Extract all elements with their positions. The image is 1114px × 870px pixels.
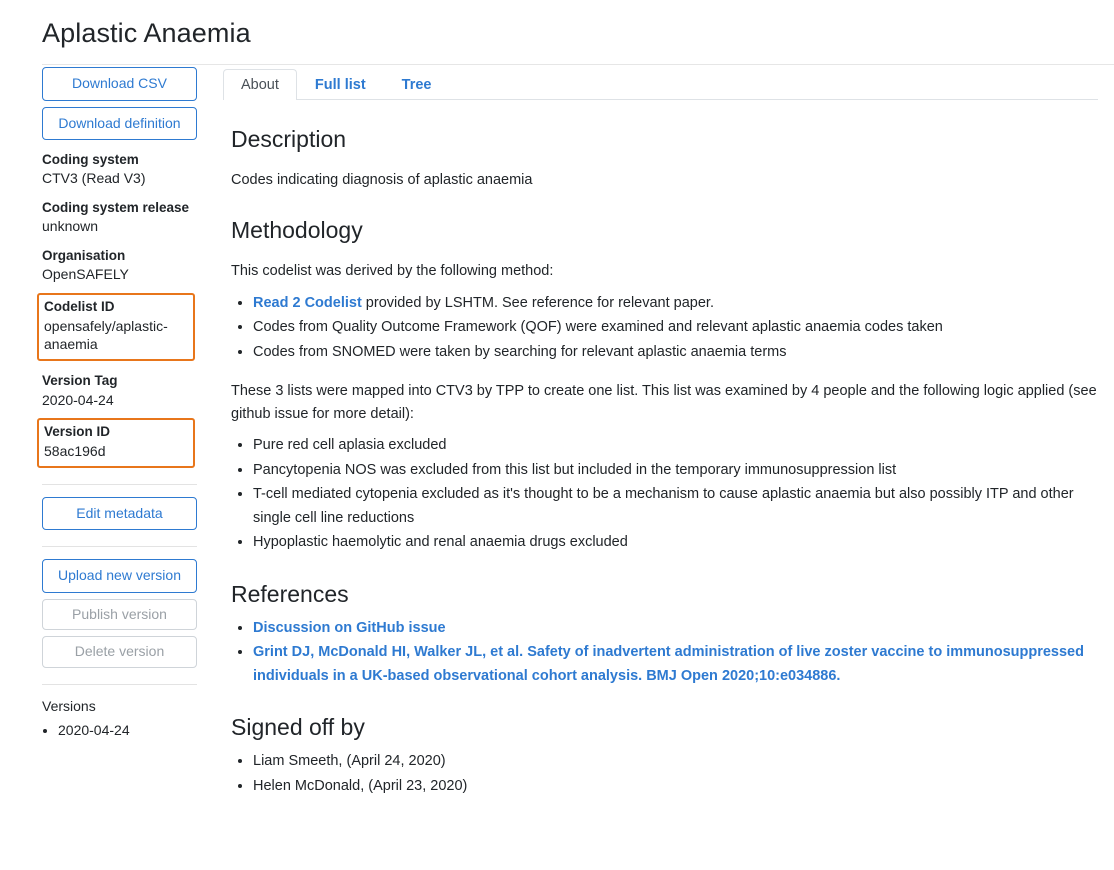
list-item-text: provided by LSHTM. See reference for relevant paper. — [361, 294, 714, 311]
methodology-bullets-2 — [231, 434, 1098, 554]
references-list — [231, 617, 1098, 688]
list-item — [253, 617, 1098, 640]
list-item: • Pure red cell aplasia excluded — [253, 434, 1098, 457]
delete-version-button[interactable]: Delete version — [42, 636, 197, 668]
metadata-coding-system — [42, 151, 197, 188]
references-heading: References — [231, 580, 349, 607]
bmj-open-paper-link[interactable]: Grint DJ, McDonald HI, Walker JL, et al. Safety of inadvertent administration of live zoster vaccine to immunosuppressed individuals in a UK-based observational cohort analysis. BMJ Open 2020;10:e034886. — [253, 644, 1084, 684]
signed-off-list — [231, 750, 1098, 798]
methodology-paragraph-2: These 3 lists were mapped into CTV3 by TPP to create one list. This list was examined by 4 people and the following logic applied (see github issue for more detail): — [231, 383, 1097, 422]
list-item: • Liam Smeeth, (April 24, 2020) — [253, 750, 1098, 773]
metadata-label: Organisation — [42, 248, 126, 264]
metadata-value: opensafely/aplastic-anaemia — [44, 317, 168, 353]
list-item: • Pancytopenia NOS was excluded from this list but included in the temporary immunosuppression list — [253, 459, 1098, 482]
metadata-codelist-id-highlight — [37, 293, 195, 361]
metadata-value: OpenSAFELY — [42, 266, 129, 283]
sidebar — [42, 67, 197, 742]
list-item — [253, 292, 1098, 315]
metadata-coding-system-release — [42, 199, 197, 236]
title-divider — [42, 64, 1114, 65]
page-layout — [0, 49, 1114, 799]
tab-full-list[interactable]: Full list — [314, 77, 366, 93]
list-item: • Helen McDonald, (April 23, 2020) — [253, 775, 1098, 798]
main-content — [223, 67, 1114, 799]
list-item: • Codes from Quality Outcome Framework (QOF) were examined and relevant aplastic anaemia codes taken — [253, 316, 1098, 339]
tab-panel-about — [223, 126, 1098, 798]
publish-version-button[interactable]: Publish version — [42, 599, 197, 631]
upload-new-version-button[interactable]: Upload new version — [42, 559, 197, 593]
methodology-heading: Methodology — [231, 217, 363, 244]
methodology-intro: This codelist was derived by the following method: — [231, 263, 554, 280]
signed-off-heading: Signed off by — [231, 714, 365, 741]
versions-heading: Versions — [42, 697, 96, 714]
sidebar-divider-3 — [42, 684, 197, 685]
metadata-value: CTV3 (Read V3) — [42, 170, 146, 187]
metadata-value: 2020-04-24 — [42, 391, 114, 408]
tab-tree[interactable]: Tree — [401, 77, 432, 93]
page-title: Aplastic Anaemia — [42, 18, 251, 48]
metadata-label: Coding system — [42, 152, 139, 167]
versions-list — [42, 721, 197, 740]
metadata-value: 58ac196d — [44, 442, 106, 459]
metadata-version-id-highlight — [37, 418, 195, 467]
metadata-label: Codelist ID — [44, 299, 115, 315]
tab-about[interactable]: About — [223, 69, 297, 100]
metadata-label: Version Tag — [42, 373, 118, 389]
description-heading: Description — [231, 126, 347, 152]
metadata-label: Coding system release — [42, 200, 190, 216]
metadata-value: unknown — [42, 218, 99, 235]
methodology-bullets-1 — [231, 292, 1098, 364]
download-csv-button[interactable]: Download CSV — [42, 67, 197, 101]
edit-metadata-button[interactable]: Edit metadata — [42, 497, 197, 531]
list-item — [253, 641, 1098, 688]
github-issue-link[interactable]: Discussion on GitHub issue — [253, 619, 446, 636]
list-item[interactable]: • 2020-04-24 — [58, 721, 197, 740]
sidebar-divider-1 — [42, 484, 197, 485]
list-item: • T-cell mediated cytopenia excluded as it's thought to be a mechanism to cause aplastic anaemia but also possibly ITP and other single cell line reductions — [253, 483, 1098, 530]
list-item: • Codes from SNOMED were taken by searching for relevant aplastic anaemia terms — [253, 341, 1098, 364]
description-text: Codes indicating diagnosis of aplastic anaemia — [231, 172, 533, 188]
metadata-organisation — [42, 247, 197, 284]
download-definition-button[interactable]: Download definition — [42, 107, 197, 141]
read-2-codelist-link[interactable]: Read 2 Codelist — [253, 294, 362, 311]
metadata-version-tag — [42, 372, 197, 409]
metadata-label: Version ID — [44, 424, 111, 440]
sidebar-divider-2 — [42, 546, 197, 547]
list-item: • Hypoplastic haemolytic and renal anaemia drugs excluded — [253, 531, 1098, 554]
tab-bar — [223, 67, 1098, 100]
